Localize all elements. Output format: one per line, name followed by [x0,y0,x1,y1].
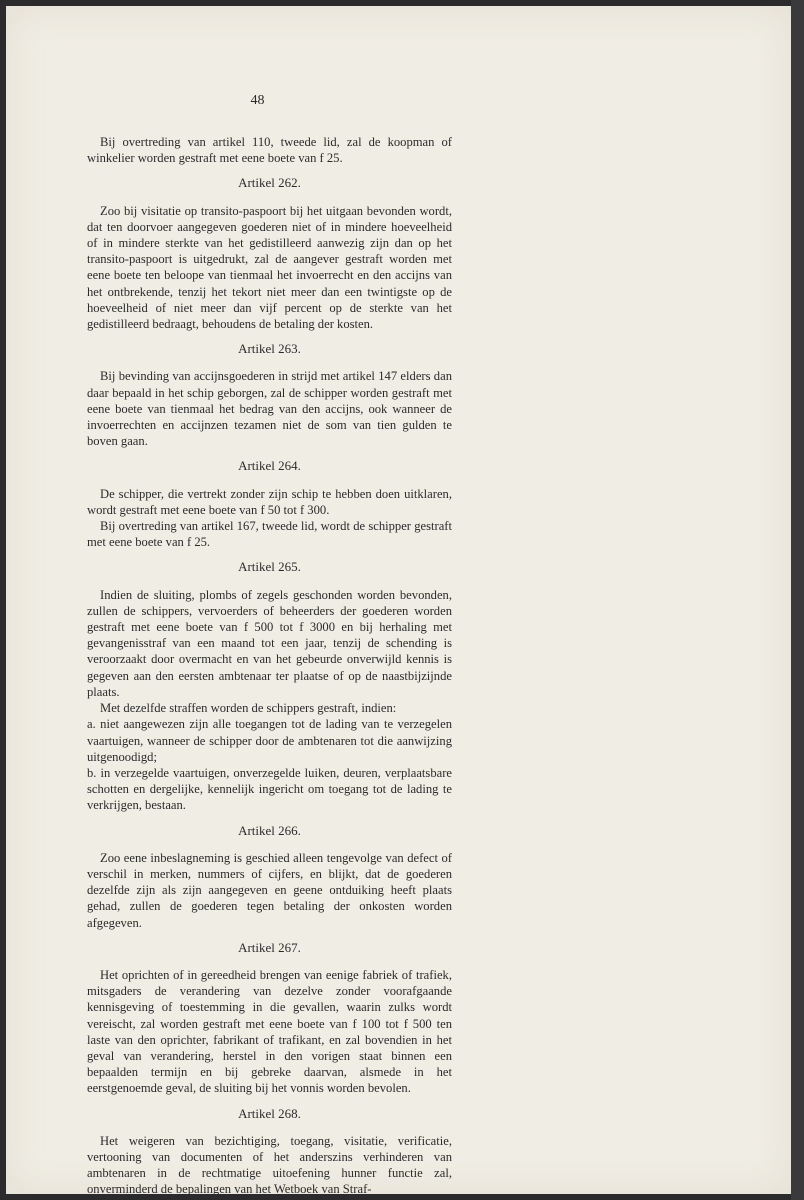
article-heading: Artikel 263. [238,341,301,357]
sub-clause: b. in verzegelde vaartuigen, onverzegelde luiken, deuren, verplaatsbare schotten en dergelijke, kennelijk ingericht om toegang tot de lading te verkrijgen, bestaan. [87,765,452,813]
scan-background-edge [791,0,804,1200]
article-heading: Artikel 262. [238,175,301,191]
article-heading: Artikel 265. [238,559,301,575]
page-text [87,134,452,1198]
article-heading: Artikel 264. [238,458,301,474]
paragraph: De schipper, die vertrekt zonder zijn schip te hebben doen uitklaren, wordt gestraft met eene boete van f 50 tot f 300. [87,486,452,517]
paragraph: Met dezelfde straffen worden de schippers gestraft, indien: [100,701,397,716]
article-heading: Artikel 266. [238,822,301,838]
paragraph: Zoo bij visitatie op transito-paspoort bij het uitgaan bevonden wordt, dat ten doorvoer aangegeven goederen niet of in mindere hoeveelheid of in mindere sterkte van het gedistilleerd aanwezig zijn dan op het transito-paspoort is uitgedrukt, zal de aangever gestraft worden met eene boete ten beloope van tienmaal het invoerrecht en den accijns van het ontbrekende, tenzij het tekort niet meer dan een twintigste op de hoeveelheid of niet meer dan vijf percent op de sterkte van het gedistilleerd bedraagt, behoudens de betaling der kosten. [87,203,452,332]
sub-clause: a. niet aangewezen zijn alle toegangen tot de lading van te verzegelen vaartuigen, wanneer de schipper door de ambtenaren tot die aanwijzing uitgenoodigd; [87,717,452,764]
book-page [6,6,791,1197]
page-number: 48 [250,93,265,108]
article-heading: Artikel 268. [238,1105,301,1121]
paragraph: Bij overtreding van artikel 167, tweede lid, wordt de schipper gestraft met eene boete van f 25. [87,519,452,550]
paragraph: Indien de sluiting, plombs of zegels geschonden worden bevonden, zullen de schippers, vervoerders of beheerders der goederen worden gestraft met eene boete van f 500 tot f 3000 en bij herhaling met gevangenisstraf van een maand tot een jaar, tenzij de schending is veroorzaakt door overmacht en van het gebeurde onverwijld kennis is gegeven aan den eersten ambtenaar ter plaatse of op de naastbijzijnde plaats. [87,587,452,699]
paragraph: Het weigeren van bezichtiging, toegang, visitatie, verificatie, vertooning van documenten of het anderszins verhinderen van ambtenaren in de rechtmatige uitoefening hunner functie zal, onverminderd de bepalingen van het Wetboek van Straf- [87,1133,452,1197]
paragraph: Bij overtreding van artikel 110, tweede lid, zal de koopman of winkelier worden gestraft met eene boete van f 25. [87,135,452,166]
paragraph: Het oprichten of in gereedheid brengen van eenige fabriek of trafiek, mitsgaders de verandering van dezelve zonder voorafgaande kennisgeving of toestemming in die gevallen, waarin zulks wordt vereischt, zal worden gestraft met eene boete van f 100 tot f 500 ten laste van den oprichter, fabrikant of trafikant, en zal bovendien in het geval van verandering, herstel in den vorigen staat binnen een bepaalden termijn en bij gebreke daarvan, alsmede in het eerstgenoemde geval, de sluiting bij het vonnis worden bevolen. [87,967,452,1096]
paragraph: Zoo eene inbeslagneming is geschied alleen tengevolge van defect of verschil in merken, nummers of cijfers, en blijkt, dat de goederen dezelfde zijn als zijn aangegeven en geene ontduiking heeft plaats gehad, zullen de goederen tegen betaling der onkosten worden afgegeven. [87,850,452,930]
article-heading: Artikel 267. [238,939,301,955]
paragraph: Bij bevinding van accijnsgoederen in strijd met artikel 147 elders dan daar bepaald in het schip geborgen, zal de schipper worden gestraft met eene boete van tienmaal het bedrag van den accijns, ook wanneer de invoerrechten en accijnzen tezamen niet de som van tien gulden te boven gaan. [87,369,452,449]
